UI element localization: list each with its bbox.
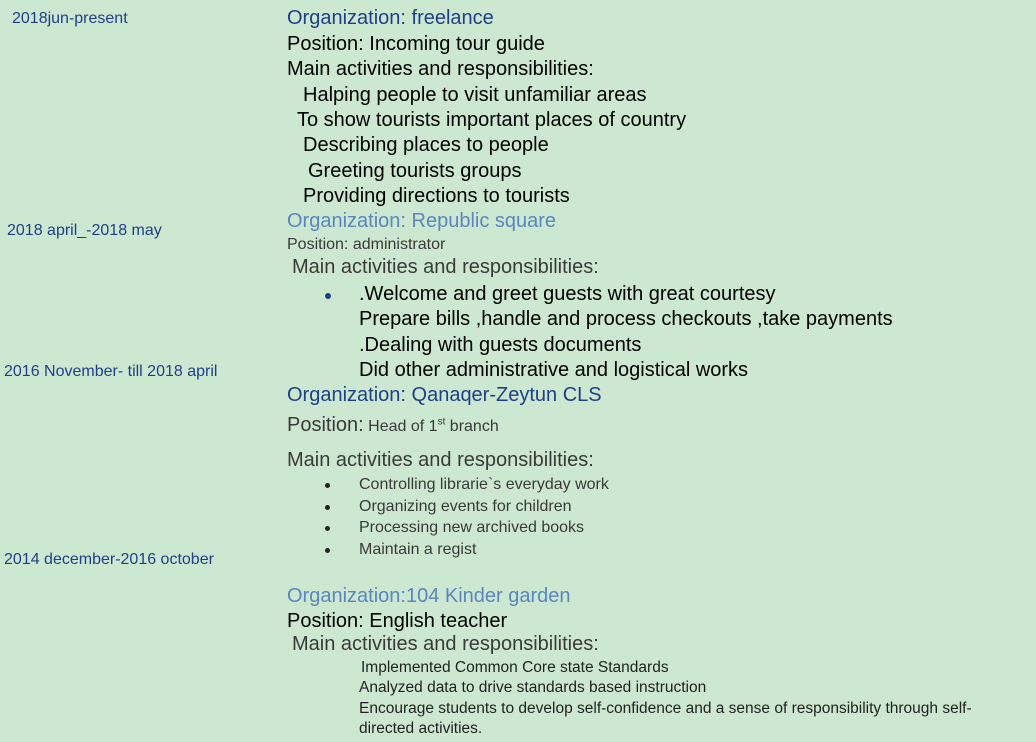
job3-position-label: Position: [287, 414, 364, 436]
job2-activities-label: Main activities and responsibilities: [292, 256, 599, 278]
job2-item: .Welcome and greet guests with great courtesy [359, 283, 776, 305]
job1-item: Providing directions to tourists [303, 185, 570, 207]
date-range-3: 2016 November- till 2018 april [4, 363, 218, 380]
job2-position: Position: administrator [287, 236, 446, 253]
job3-position [287, 414, 499, 437]
bullet-icon [325, 526, 330, 531]
job1-activities-label: Main activities and responsibilities: [287, 58, 594, 80]
job3-item: Organizing events for children [359, 498, 572, 515]
date-range-1: 2018jun-present [12, 10, 128, 27]
bullet-icon [325, 548, 330, 553]
job1-item: To show tourists important places of country [297, 109, 687, 131]
job3-item: Processing new archived books [359, 519, 585, 536]
date-range-4: 2014 december-2016 october [4, 551, 214, 568]
job1-position: Position: Incoming tour guide [287, 33, 545, 55]
job4-item: Encourage students to develop self-confidence and a sense of responsibility through self- [359, 700, 972, 717]
job3-item: Controlling librarie`s everyday work [359, 476, 609, 493]
job3-activities-label: Main activities and responsibilities: [287, 449, 594, 471]
job1-item: Describing places to people [303, 134, 549, 156]
job2-organization: Organization: Republic square [287, 210, 557, 232]
job4-item: Analyzed data to drive standards based instruction [359, 679, 707, 696]
job4-organization: Organization:104 Kinder garden [287, 585, 571, 607]
job4-item: directed activities. [359, 720, 483, 737]
job1-item: Halping people to visit unfamiliar areas [303, 84, 647, 106]
job2-item: Did other administrative and logistical works [359, 359, 749, 381]
job4-position: Position: English teacher [287, 610, 508, 632]
bullet-icon [325, 293, 331, 299]
job3-position-value: Head of 1st branch [368, 416, 499, 435]
bullet-icon [325, 505, 330, 510]
job4-activities-label: Main activities and responsibilities: [292, 633, 599, 655]
job1-organization: Organization: freelance [287, 7, 494, 29]
job3-item: Maintain a regist [359, 541, 477, 558]
date-range-2: 2018 april_-2018 may [7, 222, 162, 239]
job1-item: Greeting tourists groups [308, 160, 522, 182]
bullet-icon [325, 483, 330, 488]
job2-item: Prepare bills ,handle and process checkouts ,take payments [359, 308, 893, 330]
job3-organization: Organization: Qanaqer-Zeytun CLS [287, 384, 602, 406]
job2-item: .Dealing with guests documents [359, 334, 642, 356]
job4-item: Implemented Common Core state Standards [361, 659, 669, 676]
